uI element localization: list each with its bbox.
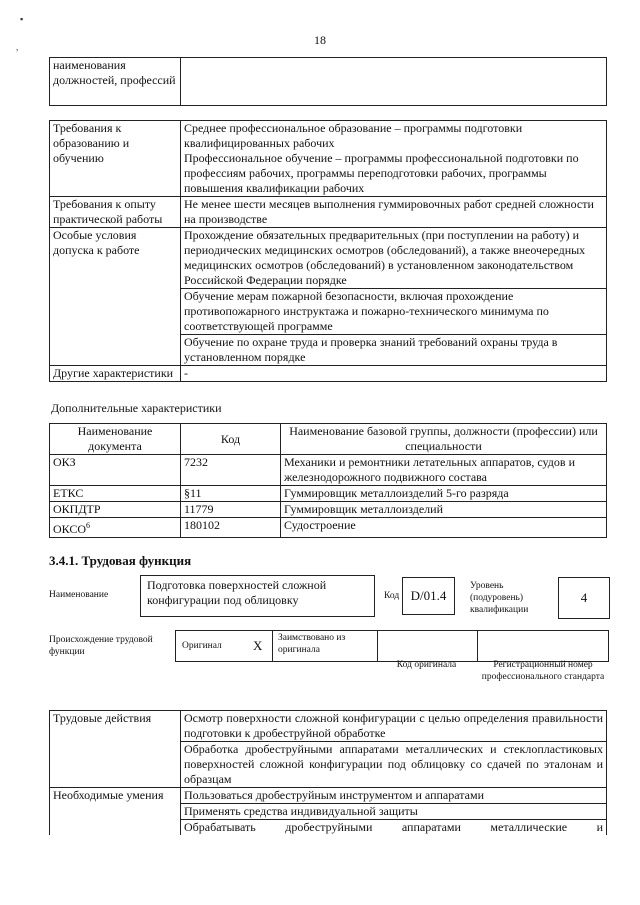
- additional-header-code: Код: [181, 424, 281, 455]
- code-value: D/01.4: [410, 588, 447, 603]
- borrowed-box: [272, 630, 378, 662]
- original-checkmark: X: [253, 638, 263, 653]
- code-original-box: [377, 630, 478, 662]
- additional-doc: ЕТКС: [50, 486, 181, 502]
- req-admission-item: Обучение по охране труда и проверка знаний требований охраны труда в установленном порядке: [181, 335, 607, 366]
- footnote-ref: 6: [86, 521, 91, 530]
- skill-item: Применять средства индивидуальной защиты: [181, 804, 607, 820]
- req-experience-value: Не менее шести месяцев выполнения гуммировочных работ средней сложности на производстве: [181, 197, 607, 228]
- additional-doc: ОКЗ: [50, 455, 181, 486]
- skill-item: Обрабатывать дробеструйными аппаратами металлические и: [181, 820, 607, 836]
- origin-label: Происхождение трудовой функции: [49, 635, 153, 657]
- name-value: Подготовка поверхностей сложной конфигурации под облицовку: [147, 578, 327, 607]
- additional-doc: ОКПДТР: [50, 502, 181, 518]
- req-experience-label: Требования к опыту практической работы: [50, 197, 181, 228]
- req-admission-label: Особые условия допуска к работе: [50, 228, 181, 366]
- additional-title: Дополнительные характеристики: [51, 401, 222, 415]
- name-box: [140, 575, 375, 617]
- scan-mark: ,: [16, 42, 19, 52]
- additional-doc-text: ОКСО: [53, 522, 87, 536]
- additional-code: 11779: [181, 502, 281, 518]
- name-label: Наименование: [49, 590, 109, 600]
- req-other-label: Другие характеристики: [50, 366, 181, 382]
- req-education-item: Профессиональное обучение – программы профессиональной подготовки по профессиям рабочих, программы переподготовки рабочих, программы повышения квалификации рабочих: [184, 151, 579, 195]
- section-heading: 3.4.1. Трудовая функция: [49, 553, 192, 568]
- level-box: [558, 577, 610, 619]
- skill-item: Пользоваться дробеструйным инструментом и аппаратами: [181, 788, 607, 804]
- labor-actions-label: Трудовые действия: [50, 711, 181, 788]
- level-value: 4: [580, 590, 588, 605]
- reg-number-box: [477, 630, 609, 662]
- code-label: Код: [384, 591, 400, 601]
- additional-name: Механики и ремонтники летательных аппаратов, судов и железнодорожного подвижного состава: [281, 455, 607, 486]
- labor-action-item: Обработка дробеструйными аппаратами металлических и стеклопластиковых поверхностей сложной конфигурации под облицовку со сдачей по эталонам и образцам: [181, 742, 607, 788]
- additional-table: [49, 423, 607, 538]
- additional-name: Судостроение: [281, 518, 607, 538]
- req-education-label: Требования к образованию и обучению: [50, 121, 181, 197]
- additional-code: 7232: [181, 455, 281, 486]
- code-original-label: Код оригинала: [396, 660, 457, 670]
- additional-header-name: Наименование базовой группы, должности (профессии) или специальности: [281, 424, 607, 455]
- req-education-value: [181, 121, 607, 197]
- labor-table: [49, 710, 607, 835]
- positions-table: [49, 57, 607, 106]
- skills-label: Необходимые умения: [50, 788, 181, 836]
- labor-action-item: Осмотр поверхности сложной конфигурации с целью определения правильности подготовки к дробеструйной обработке: [181, 711, 607, 742]
- original-label: Оригинал: [182, 641, 222, 651]
- req-admission-item: Прохождение обязательных предварительных (при поступлении на работу) и периодических медицинских осмотров (обследований), а также внеочередных медицинских осмотров (обследований) в установленном законодательством Российской Федерации порядке: [181, 228, 607, 289]
- additional-doc: [50, 518, 181, 538]
- requirements-table: [49, 120, 607, 382]
- positions-label: наименования должностей, профессий: [50, 58, 181, 106]
- original-box: [175, 630, 273, 662]
- additional-header-doc: Наименование документа: [50, 424, 181, 455]
- scan-mark: ▪: [20, 14, 24, 24]
- page-number: 18: [314, 33, 326, 47]
- reg-number-label: Регистрационный номер профессионального стандарта: [481, 660, 605, 682]
- req-admission-item: Обучение мерам пожарной безопасности, включая прохождение противопожарного инструктажа и пожарно-технического минимума по соответствующей программе: [181, 289, 607, 335]
- additional-name: Гуммировщик металлоизделий 5-го разряда: [281, 486, 607, 502]
- additional-code: §11: [181, 486, 281, 502]
- additional-name: Гуммировщик металлоизделий: [281, 502, 607, 518]
- borrowed-label: Заимствовано из оригинала: [278, 633, 346, 655]
- req-other-value: -: [181, 366, 607, 382]
- additional-code: 180102: [181, 518, 281, 538]
- code-box: [402, 577, 455, 615]
- positions-value: [181, 58, 607, 106]
- req-education-item: Среднее профессиональное образование – программы подготовки квалифицированных рабочих: [184, 121, 523, 150]
- level-label: Уровень (подуровень) квалификации: [470, 581, 529, 615]
